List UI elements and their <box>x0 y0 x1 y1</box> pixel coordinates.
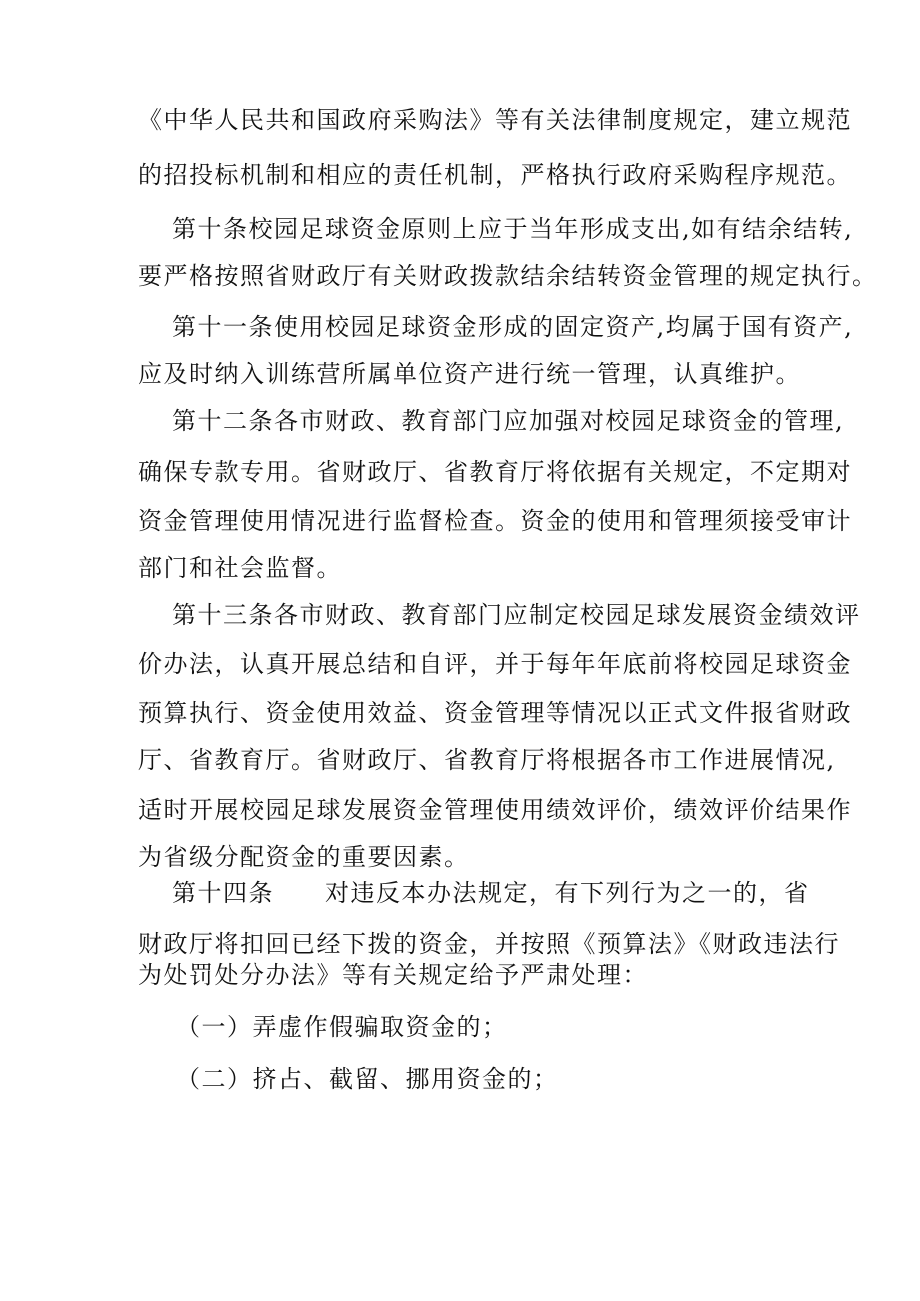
text-line: 第十条校园足球资金原则上应于当年形成支出,如有结余结转, <box>172 215 854 243</box>
text-line: 第十二条各市财政、教育部门应加强对校园足球资金的管理, <box>172 407 845 435</box>
text-line: 为省级分配资金的重要因素。 <box>138 843 470 871</box>
text-line: 第十一条使用校园足球资金形成的固定资产,均属于国有资产, <box>172 313 854 341</box>
text-line: 的招投标机制和相应的责任机制，严格执行政府采购程序规范。 <box>138 161 852 189</box>
text-line: 价办法，认真开展总结和自评，并于每年年底前将校园足球资金 <box>138 650 852 678</box>
text-line: （一）弄虚作假骗取资金的； <box>176 1013 508 1041</box>
text-line: 第十三条各市财政、教育部门应制定校园足球发展资金绩效评 <box>172 601 861 629</box>
text-line: 第十四条 对违反本办法规定，有下列行为之一的，省 <box>172 879 810 907</box>
text-line: 要严格按照省财政厅有关财政拨款结余结转资金管理的规定执行。 <box>138 262 878 290</box>
text-line: 《中华人民共和国政府采购法》等有关法律制度规定，建立规范 <box>138 106 852 134</box>
text-line: （二）挤占、截留、挪用资金的； <box>176 1065 559 1093</box>
text-line: 为处罚处分办法》等有关规定给予严肃处理： <box>138 961 648 989</box>
text-line: 资金管理使用情况进行监督检查。资金的使用和管理须接受审计 <box>138 507 852 535</box>
text-line: 部门和社会监督。 <box>138 554 342 582</box>
text-line: 厅、省教育厅。省财政厅、省教育厅将根据各市工作进展情况, <box>138 746 836 774</box>
text-line: 确保专款专用。省财政厅、省教育厅将依据有关规定，不定期对 <box>138 458 852 486</box>
text-line: 适时开展校园足球发展资金管理使用绩效评价，绩效评价结果作 <box>138 796 852 824</box>
text-line: 应及时纳入训练营所属单位资产进行统一管理，认真维护。 <box>138 360 801 388</box>
text-line: 财政厅将扣回已经下拨的资金，并按照《预算法》《财政违法行 <box>138 930 840 958</box>
text-line: 预算执行、资金使用效益、资金管理等情况以正式文件报省财政 <box>138 699 852 727</box>
